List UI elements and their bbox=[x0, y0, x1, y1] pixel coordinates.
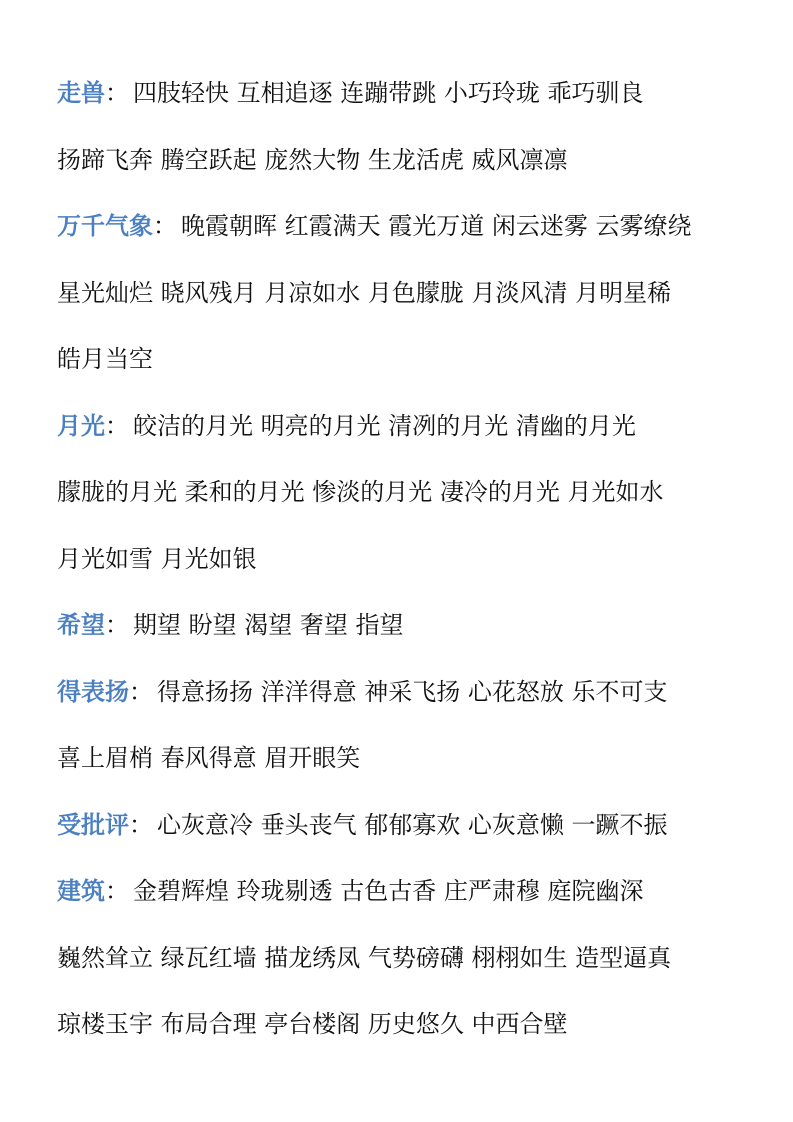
label-colon: ： bbox=[105, 412, 129, 440]
label-colon: ： bbox=[105, 877, 129, 905]
section-label: 走兽 bbox=[57, 78, 105, 107]
idiom-line: 皓月当空 bbox=[57, 345, 153, 373]
idiom-line: 巍然耸立 绿瓦红墙 描龙绣凤 气势磅礴 栩栩如生 造型逼真 bbox=[57, 944, 672, 972]
label-colon: ： bbox=[153, 212, 177, 240]
section-line bbox=[57, 943, 773, 973]
section-line bbox=[57, 344, 773, 374]
section-label: 万千气象 bbox=[57, 211, 153, 240]
idiom-line: 星光灿烂 晓风残月 月凉如水 月色朦胧 月淡风清 月明星稀 bbox=[57, 279, 672, 307]
section-line bbox=[57, 876, 773, 906]
section-line bbox=[57, 810, 773, 840]
label-colon: ： bbox=[129, 811, 153, 839]
section-line bbox=[57, 1009, 773, 1039]
idiom-line: 朦胧的月光 柔和的月光 惨淡的月光 凄冷的月光 月光如水 bbox=[57, 478, 664, 506]
section-label: 希望 bbox=[57, 610, 105, 639]
label-colon: ： bbox=[105, 611, 129, 639]
idiom-line: 琼楼玉宇 布局合理 亭台楼阁 历史悠久 中西合壁 bbox=[57, 1010, 568, 1038]
section-line bbox=[57, 743, 773, 773]
idiom-line: 期望 盼望 渴望 奢望 指望 bbox=[133, 611, 404, 639]
idiom-line: 月光如雪 月光如银 bbox=[57, 545, 257, 573]
idiom-line: 皎洁的月光 明亮的月光 清冽的月光 清幽的月光 bbox=[133, 412, 636, 440]
section-label: 建筑 bbox=[57, 876, 105, 905]
section-line bbox=[57, 544, 773, 574]
section-label: 月光 bbox=[57, 411, 105, 440]
idiom-line: 心灰意冷 垂头丧气 郁郁寡欢 心灰意懒 一蹶不振 bbox=[157, 811, 668, 839]
idiom-line: 得意扬扬 洋洋得意 神采飞扬 心花怒放 乐不可支 bbox=[157, 678, 668, 706]
idiom-line: 金碧辉煌 玲珑剔透 古色古香 庄严肃穆 庭院幽深 bbox=[133, 877, 644, 905]
section-line bbox=[57, 145, 773, 175]
idiom-line: 四肢轻快 互相追逐 连蹦带跳 小巧玲珑 乖巧驯良 bbox=[133, 79, 644, 107]
section-line bbox=[57, 78, 773, 108]
label-colon: ： bbox=[129, 678, 153, 706]
section-line bbox=[57, 610, 773, 640]
section-line bbox=[57, 477, 773, 507]
idiom-line: 晚霞朝晖 红霞满天 霞光万道 闲云迷雾 云雾缭绕 bbox=[181, 212, 692, 240]
section-line bbox=[57, 677, 773, 707]
section-line bbox=[57, 411, 773, 441]
section-line bbox=[57, 211, 773, 241]
idiom-line: 喜上眉梢 春风得意 眉开眼笑 bbox=[57, 744, 361, 772]
section-label: 得表扬 bbox=[57, 677, 129, 706]
label-colon: ： bbox=[105, 79, 129, 107]
idiom-line: 扬蹄飞奔 腾空跃起 庞然大物 生龙活虎 威风凛凛 bbox=[57, 146, 568, 174]
section-line bbox=[57, 278, 773, 308]
section-label: 受批评 bbox=[57, 810, 129, 839]
